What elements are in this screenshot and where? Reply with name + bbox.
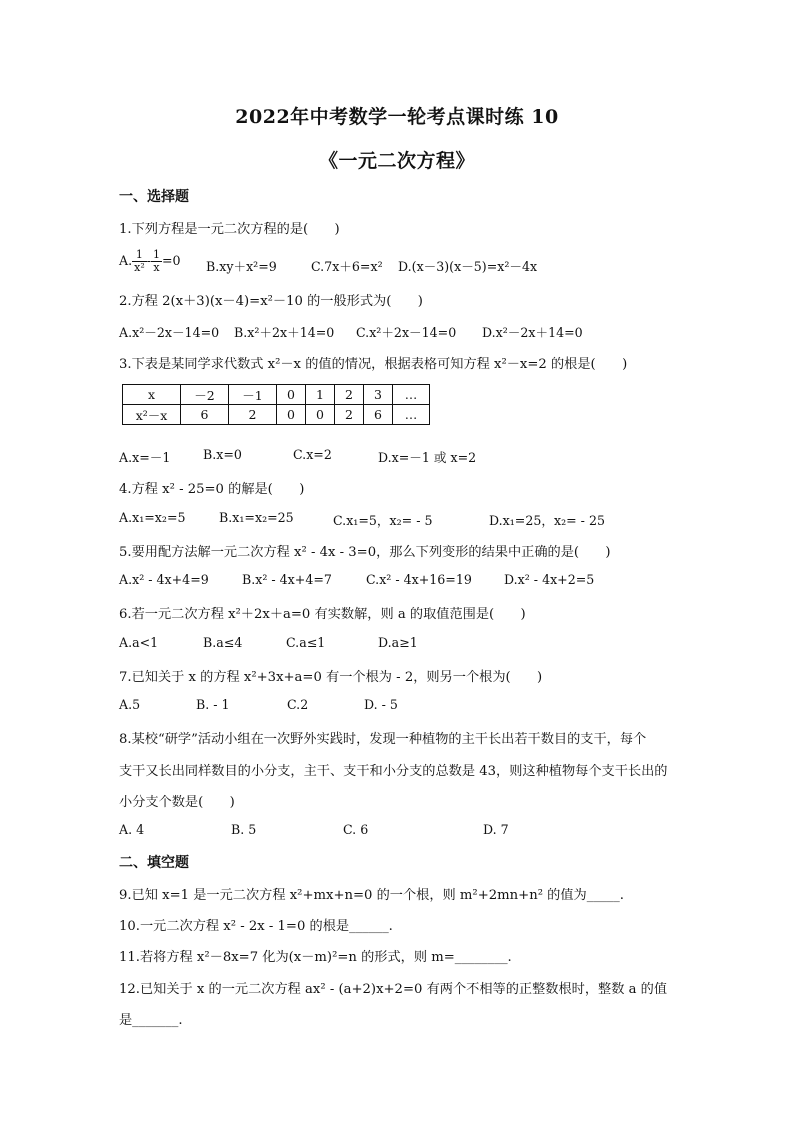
question-6-option-b: B.a≤4 bbox=[203, 635, 243, 650]
question-4-option-d: D.x₁=25，x₂= - 25 bbox=[489, 513, 605, 528]
question-3-option-d: D.x=－1 或 x=2 bbox=[378, 450, 477, 465]
section-heading-fill: 二、填空题 bbox=[119, 855, 189, 871]
question-11: 11.若将方程 x²－8x=7 化为(x－m)²=n 的形式，则 m=________. bbox=[119, 950, 512, 965]
table-cell: 1 bbox=[306, 385, 335, 405]
table-cell: … bbox=[393, 385, 430, 405]
question-7-option-a: A.5 bbox=[119, 697, 141, 712]
fraction-1 bbox=[132, 249, 147, 274]
question-1-option-a bbox=[119, 249, 181, 274]
fraction-2 bbox=[151, 249, 162, 274]
question-4-option-b: B.x₁=x₂=25 bbox=[219, 510, 294, 525]
question-6-option-a: A.a<1 bbox=[119, 635, 159, 650]
table-cell: x bbox=[123, 385, 181, 405]
option-a-prefix: A. bbox=[119, 253, 133, 268]
table-cell: 2 bbox=[229, 405, 277, 425]
option-a-minus: - bbox=[146, 253, 151, 268]
question-4-stem: 4.方程 x² - 25=0 的解是( ) bbox=[119, 482, 305, 497]
table-cell: … bbox=[393, 405, 430, 425]
question-12-line-2: 是_______. bbox=[119, 1013, 183, 1028]
question-6-option-d: D.a≥1 bbox=[378, 635, 418, 650]
question-3-option-c: C.x=2 bbox=[293, 447, 332, 462]
question-2-option-a: A.x²－2x－14=0 bbox=[119, 325, 220, 340]
question-1-options bbox=[119, 249, 679, 277]
question-9: 9.已知 x=1 是一元二次方程 x²+mx+n=0 的一个根，则 m²+2mn+n² 的值为_____. bbox=[119, 888, 624, 903]
table-cell: 6 bbox=[181, 405, 229, 425]
values-table bbox=[122, 384, 430, 425]
question-8-line-1: 8.某校“研学”活动小组在一次野外实践时，发现一种植物的主干长出若干数目的支干，每个 bbox=[119, 732, 647, 747]
table-cell: －1 bbox=[229, 385, 277, 405]
question-6-option-c: C.a≤1 bbox=[286, 635, 326, 650]
table-cell: －2 bbox=[181, 385, 229, 405]
question-10: 10.一元二次方程 x² - 2x - 1=0 的根是______. bbox=[119, 919, 393, 934]
question-2-option-c: C.x²＋2x－14=0 bbox=[356, 325, 457, 340]
question-3-stem: 3.下表是某同学求代数式 x²－x 的值的情况，根据表格可知方程 x²－x=2 的根是( ) bbox=[119, 357, 628, 372]
question-7-stem: 7.已知关于 x 的方程 x²+3x+a=0 有一个根为 - 2，则另一个根为( ) bbox=[119, 670, 543, 685]
question-1-option-b: B.xy＋x²=9 bbox=[206, 259, 277, 274]
question-8-line-3: 小分支个数是( ) bbox=[119, 795, 235, 810]
question-3-option-a: A.x=－1 bbox=[119, 450, 171, 465]
question-8-line-2: 支干又长出同样数目的小分支，主干、支干和小分支的总数是 43，则这种植物每个支干长出的 bbox=[119, 764, 668, 779]
question-2-option-d: D.x²－2x＋14=0 bbox=[482, 325, 583, 340]
table-row bbox=[123, 405, 430, 425]
table-cell: 0 bbox=[306, 405, 335, 425]
fraction-2-numerator: 1 bbox=[153, 248, 160, 261]
question-1-option-d: D.(x－3)(x－5)=x²－4x bbox=[398, 259, 538, 274]
table-cell: x²－x bbox=[123, 405, 181, 425]
question-5-option-a: A.x² - 4x+4=9 bbox=[119, 572, 209, 587]
section-heading-choice: 一、选择题 bbox=[119, 189, 189, 205]
question-5-option-b: B.x² - 4x+4=7 bbox=[242, 572, 332, 587]
table-row bbox=[123, 385, 430, 405]
table-cell: 3 bbox=[364, 385, 393, 405]
question-8-option-c: C. 6 bbox=[343, 822, 369, 837]
option-a-suffix: =0 bbox=[162, 253, 181, 268]
table-cell: 0 bbox=[277, 405, 306, 425]
question-4-option-a: A.x₁=x₂=5 bbox=[119, 510, 186, 525]
document-title: 2022年中考数学一轮考点课时练 10 bbox=[235, 106, 559, 128]
fraction-1-denominator: x² bbox=[134, 261, 145, 274]
table-cell: 6 bbox=[364, 405, 393, 425]
question-3-option-b: B.x=0 bbox=[203, 447, 242, 462]
question-8-option-b: B. 5 bbox=[231, 822, 257, 837]
question-12-line-1: 12.已知关于 x 的一元二次方程 ax² - (a+2)x+2=0 有两个不相等的正整数根时，整数 a 的值 bbox=[119, 982, 668, 997]
question-7-option-b: B. - 1 bbox=[196, 697, 230, 712]
question-8-option-a: A. 4 bbox=[119, 822, 145, 837]
question-1-stem: 1.下列方程是一元二次方程的是( ) bbox=[119, 222, 340, 237]
question-6-stem: 6.若一元二次方程 x²＋2x＋a=0 有实数解，则 a 的取值范围是( ) bbox=[119, 607, 526, 622]
question-8-option-d: D. 7 bbox=[483, 822, 509, 837]
document-subtitle: 《一元二次方程》 bbox=[318, 150, 475, 172]
table-cell: 0 bbox=[277, 385, 306, 405]
question-7-option-d: D. - 5 bbox=[364, 697, 398, 712]
question-7-option-c: C.2 bbox=[287, 697, 309, 712]
table-cell: 2 bbox=[335, 385, 364, 405]
question-5-option-d: D.x² - 4x+2=5 bbox=[504, 572, 595, 587]
question-2-stem: 2.方程 2(x＋3)(x－4)=x²－10 的一般形式为( ) bbox=[119, 294, 423, 309]
fraction-1-numerator: 1 bbox=[132, 249, 147, 262]
question-1-option-c: C.7x＋6=x² bbox=[311, 259, 383, 274]
question-5-option-c: C.x² - 4x+16=19 bbox=[366, 572, 472, 587]
question-2-option-b: B.x²＋2x＋14=0 bbox=[234, 325, 335, 340]
fraction-2-denominator: x bbox=[153, 261, 160, 274]
question-4-option-c: C.x₁=5，x₂= - 5 bbox=[333, 513, 433, 528]
table-cell: 2 bbox=[335, 405, 364, 425]
question-5-stem: 5.要用配方法解一元二次方程 x² - 4x - 3=0，那么下列变形的结果中正确的是( ) bbox=[119, 545, 611, 560]
